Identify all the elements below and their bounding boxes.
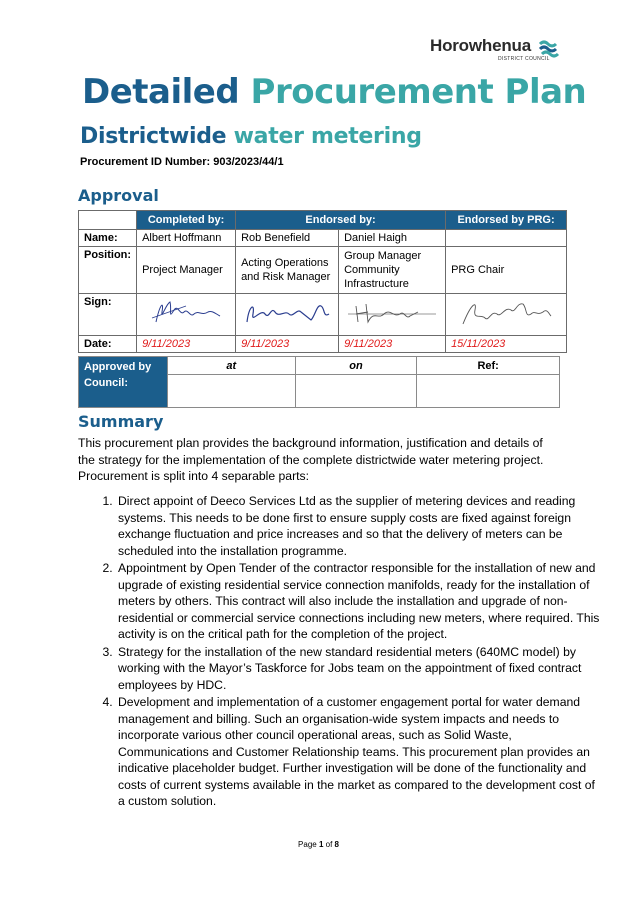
signature-graphic	[344, 296, 440, 330]
signature-graphic	[451, 296, 561, 330]
header-completed-by: Completed by:	[137, 211, 236, 230]
council-ref-value	[417, 375, 560, 408]
header-endorsed-by: Endorsed by:	[236, 211, 446, 230]
council-approval-table	[78, 356, 560, 408]
signature-hoffmann	[137, 294, 236, 336]
subtitle-part-1: Districtwide	[80, 124, 227, 149]
approval-table	[78, 210, 567, 353]
sign-label: Sign:	[79, 294, 137, 336]
signature-benefield	[236, 294, 339, 336]
document-subtitle	[80, 124, 422, 149]
summary-heading: Summary	[78, 412, 164, 431]
list-item: 3. Strategy for the installation of the new standard residential meters (640MC model) by working with the Mayor’s Taskforce for Jobs team on the appointment of fixed contract employees by HDC.	[116, 644, 600, 694]
page-footer	[0, 840, 637, 849]
council-at-value	[167, 375, 295, 408]
council-col-at: at	[167, 357, 295, 375]
council-on-value	[295, 375, 417, 408]
sign-row	[79, 294, 567, 336]
date-label: Date:	[79, 336, 137, 353]
approved-by-council-label: Approved by Council:	[79, 357, 168, 408]
council-header-row	[79, 357, 560, 375]
title-part-2: Procurement Plan	[250, 72, 587, 112]
footer-page: 1	[318, 840, 324, 849]
name-label: Name:	[79, 230, 137, 247]
list-item: 2. Appointment by Open Tender of the contractor responsible for the installation of new and upgrade of existing residential service connection manifolds, ready for the installation of meters by others. This contract will also include the installation and upgrade of non-residential or commercial service connections including new meters, where required. This activity is on the critical path for the completion of the project.	[116, 560, 600, 643]
position-row	[79, 247, 567, 294]
approval-header-row	[79, 211, 567, 230]
date-cell: 9/11/2023	[236, 336, 339, 353]
procurement-id: Procurement ID Number: 903/2023/44/1	[80, 156, 284, 168]
document-title	[82, 72, 586, 112]
name-row	[79, 230, 567, 247]
logo-subtitle: DISTRICT COUNCIL	[498, 56, 550, 62]
name-cell: Daniel Haigh	[339, 230, 446, 247]
summary-list	[78, 493, 600, 811]
footer-sep: of	[323, 840, 335, 849]
signature-prg-chair	[446, 294, 567, 336]
summary-intro: This procurement plan provides the background information, justification and details of the strategy for the implementation of the complete districtwide water metering project. Procurement is split into 4 separable parts:	[78, 436, 544, 483]
name-cell: Albert Hoffmann	[137, 230, 236, 247]
signature-graphic	[241, 296, 333, 330]
position-cell: Acting Operations and Risk Manager	[236, 247, 339, 294]
footer-total: 8	[334, 840, 339, 849]
approval-heading: Approval	[78, 186, 159, 205]
name-cell	[446, 230, 567, 247]
date-cell: 9/11/2023	[339, 336, 446, 353]
date-cell: 15/11/2023	[446, 336, 567, 353]
signature-haigh	[339, 294, 446, 336]
council-col-on: on	[295, 357, 417, 375]
date-row	[79, 336, 567, 353]
position-label: Position:	[79, 247, 137, 294]
position-cell: PRG Chair	[446, 247, 567, 294]
name-cell: Rob Benefield	[236, 230, 339, 247]
wave-logo-icon	[538, 38, 560, 58]
list-item: 4. Development and implementation of a customer engagement portal for water demand management and billing. Such an organisation-wide system impacts and needs to incorporate various other council operational areas, such as Solid Waste, Communications and Customer Relationship teams. This procurement plan provides an indicative placeholder budget. Further investigation will be done of the functionality and costs of current systems available in the market as compared to the development cost of a custom solution.	[116, 694, 600, 810]
position-cell: Project Manager	[137, 247, 236, 294]
header-endorsed-by-prg: Endorsed by PRG:	[446, 211, 567, 230]
council-logo	[430, 36, 560, 66]
subtitle-part-2: water metering	[233, 124, 422, 149]
list-item: 1. Direct appoint of Deeco Services Ltd as the supplier of metering devices and reading systems. This needs to be done first to ensure supply costs are fixed against foreign exchange fluctuation and price increases and so that the delivery of meters can be scheduled into the installation programme.	[116, 493, 600, 559]
council-col-ref: Ref:	[417, 357, 560, 375]
footer-prefix: Page	[298, 840, 319, 849]
header-blank	[79, 211, 137, 230]
logo-wordmark: Horowhenua	[430, 36, 531, 55]
date-cell: 9/11/2023	[137, 336, 236, 353]
title-part-1: Detailed	[82, 72, 240, 112]
position-cell: Group Manager Community Infrastructure	[339, 247, 446, 294]
signature-graphic	[142, 296, 230, 330]
